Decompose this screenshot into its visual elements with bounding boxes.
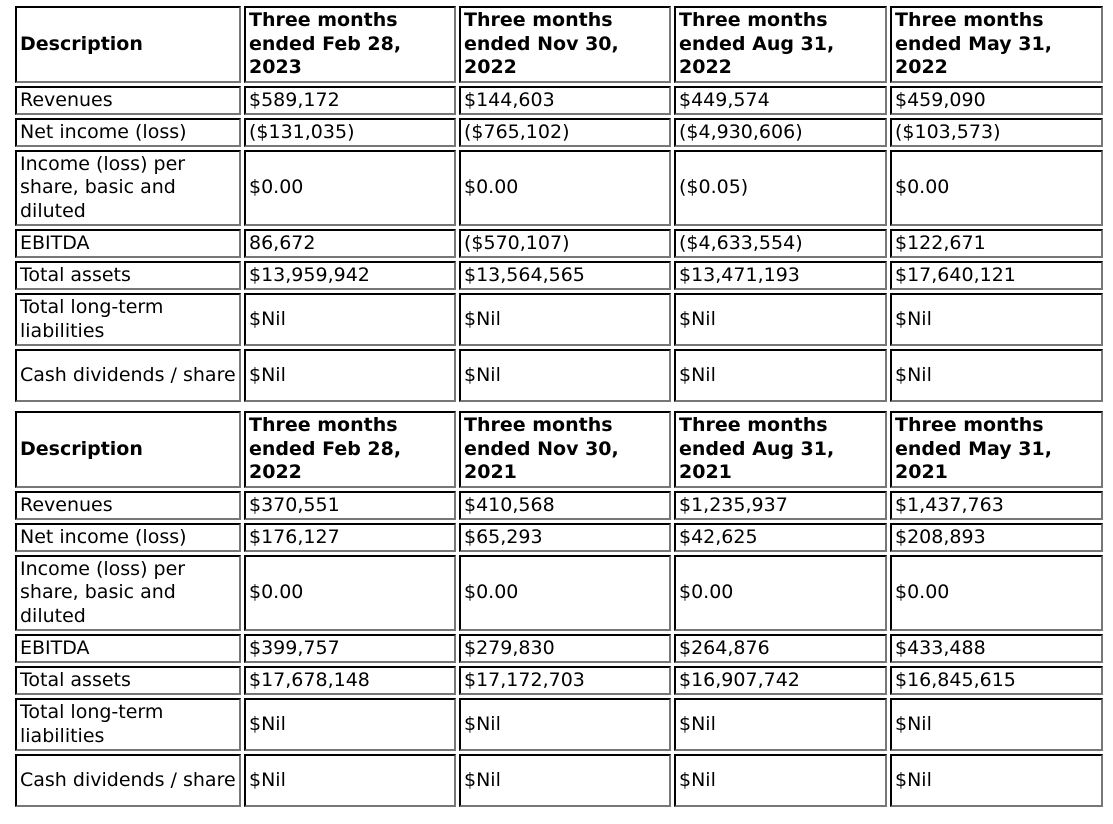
table-row-eps [15,555,1103,631]
table-cell: $Nil [459,698,671,751]
table-cell: $0.00 [244,555,456,631]
table-cell: 86,672 [244,229,456,258]
table-cell: $17,172,703 [459,666,671,695]
table-cell: $Nil [890,754,1103,807]
table-cell: $65,293 [459,523,671,552]
table-cell: $589,172 [244,86,456,115]
table-cell: $0.00 [890,555,1103,631]
row-label: EBITDA [15,229,241,258]
table-cell: ($4,633,554) [674,229,887,258]
quarterly-results-table-2022-2023 [12,3,1106,405]
table-row-total-assets [15,261,1103,290]
table-cell: $Nil [674,349,887,402]
table-cell: $Nil [244,293,456,346]
row-label: Income (loss) per share, basic and diluted [15,555,241,631]
row-label: Total assets [15,666,241,695]
table-cell: $1,235,937 [674,491,887,520]
table-cell: $449,574 [674,86,887,115]
header-period: Three months ended Aug 31, 2021 [674,411,887,488]
table-cell: $13,471,193 [674,261,887,290]
table-row-ebitda [15,634,1103,663]
table-cell: $122,671 [890,229,1103,258]
row-label: Net income (loss) [15,118,241,147]
row-label: Total long-term liabilities [15,293,241,346]
table-header-row [15,6,1103,83]
table-cell: $Nil [674,698,887,751]
row-label: Revenues [15,86,241,115]
table-cell: $Nil [244,754,456,807]
table-cell: $0.00 [459,555,671,631]
header-description: Description [15,6,241,83]
header-period: Three months ended Nov 30, 2021 [459,411,671,488]
row-label: Net income (loss) [15,523,241,552]
table-cell: $0.00 [674,555,887,631]
table-row-net-income [15,523,1103,552]
header-period: Three months ended May 31, 2021 [890,411,1103,488]
table-cell: $Nil [890,293,1103,346]
quarterly-results-table-2021-2022 [12,408,1106,810]
table-cell: $Nil [674,293,887,346]
row-label: Cash dividends / share [15,349,241,402]
header-period: Three months ended Aug 31, 2022 [674,6,887,83]
table-cell: ($4,930,606) [674,118,887,147]
table-cell: $208,893 [890,523,1103,552]
table-cell: $13,959,942 [244,261,456,290]
table-cell: $264,876 [674,634,887,663]
header-period: Three months ended Feb 28, 2023 [244,6,456,83]
row-label: Total long-term liabilities [15,698,241,751]
table-row-revenues [15,491,1103,520]
row-label: Total assets [15,261,241,290]
table-header-row [15,411,1103,488]
table-cell: $0.00 [890,150,1103,226]
table-cell: $Nil [244,698,456,751]
table-row-revenues [15,86,1103,115]
table-cell: ($0.05) [674,150,887,226]
header-period: Three months ended May 31, 2022 [890,6,1103,83]
table-cell: $Nil [459,754,671,807]
header-period: Three months ended Nov 30, 2022 [459,6,671,83]
table-cell: $42,625 [674,523,887,552]
table-row-ebitda [15,229,1103,258]
header-description: Description [15,411,241,488]
row-label: Cash dividends / share [15,754,241,807]
table-cell: ($765,102) [459,118,671,147]
table-cell: $17,640,121 [890,261,1103,290]
row-label: EBITDA [15,634,241,663]
table-cell: $279,830 [459,634,671,663]
table-cell: $399,757 [244,634,456,663]
table-cell: ($570,107) [459,229,671,258]
table-row-long-term-liabilities [15,698,1103,751]
table-cell: $176,127 [244,523,456,552]
table-cell: $144,603 [459,86,671,115]
table-cell: $459,090 [890,86,1103,115]
table-cell: $Nil [459,349,671,402]
table-cell: $13,564,565 [459,261,671,290]
table-row-eps [15,150,1103,226]
table-cell: ($131,035) [244,118,456,147]
table-cell: ($103,573) [890,118,1103,147]
row-label: Income (loss) per share, basic and diluted [15,150,241,226]
table-cell: $433,488 [890,634,1103,663]
table-row-net-income [15,118,1103,147]
row-label: Revenues [15,491,241,520]
table-cell: $Nil [674,754,887,807]
table-cell: $410,568 [459,491,671,520]
table-cell: $1,437,763 [890,491,1103,520]
table-cell: $16,845,615 [890,666,1103,695]
table-cell: $Nil [244,349,456,402]
table-cell: $0.00 [244,150,456,226]
table-cell: $Nil [459,293,671,346]
table-cell: $16,907,742 [674,666,887,695]
table-row-total-assets [15,666,1103,695]
table-cell: $17,678,148 [244,666,456,695]
table-cell: $Nil [890,349,1103,402]
table-cell: $Nil [890,698,1103,751]
table-cell: $0.00 [459,150,671,226]
table-row-cash-dividends [15,349,1103,402]
table-row-long-term-liabilities [15,293,1103,346]
table-row-cash-dividends [15,754,1103,807]
header-period: Three months ended Feb 28, 2022 [244,411,456,488]
table-cell: $370,551 [244,491,456,520]
